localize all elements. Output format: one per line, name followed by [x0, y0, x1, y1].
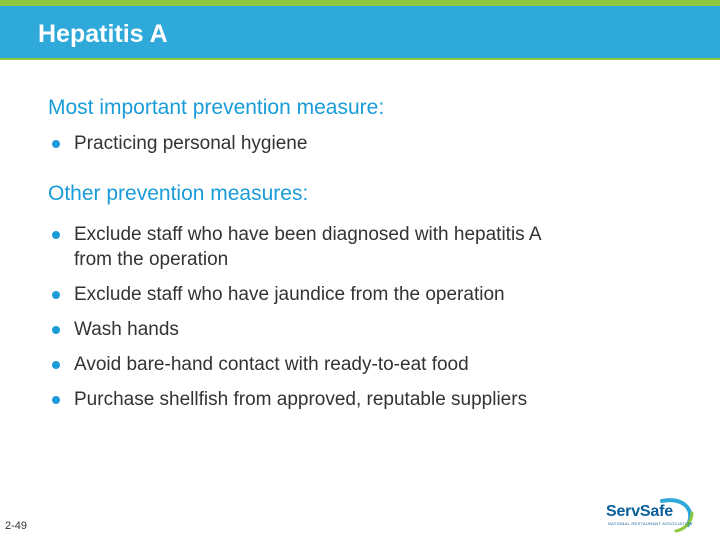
logo-wordmark: ServSafe [606, 503, 673, 520]
bullet-icon [52, 291, 60, 299]
servsafe-logo [602, 495, 698, 533]
bullet-icon [52, 326, 60, 334]
list-item-text: Practicing personal hygiene [74, 133, 308, 154]
section-heading-other: Other prevention measures: [48, 182, 309, 205]
list-item [52, 352, 552, 377]
list-item [52, 222, 552, 272]
bullet-icon [52, 361, 60, 369]
other-measures-list [52, 222, 552, 422]
section-heading-primary: Most important prevention measure: [48, 96, 385, 119]
list-item [52, 317, 552, 342]
primary-measure-list [52, 131, 552, 156]
list-item-text: Exclude staff who have jaundice from the operation [74, 284, 505, 305]
slide-title: Hepatitis A [38, 20, 168, 48]
list-item [52, 131, 552, 156]
list-item-text: Avoid bare-hand contact with ready-to-eat food [74, 354, 469, 375]
title-bar [0, 6, 720, 60]
logo-tagline: NATIONAL RESTAURANT ASSOCIATION [608, 521, 693, 526]
bullet-icon [52, 231, 60, 239]
bullet-icon [52, 396, 60, 404]
bullet-icon [52, 140, 60, 148]
list-item [52, 282, 552, 307]
list-item-text: Exclude staff who have been diagnosed with hepatitis A from the operation [74, 224, 541, 270]
list-item-text: Wash hands [74, 319, 179, 340]
list-item-text: Purchase shellfish from approved, reputable suppliers [74, 389, 528, 410]
list-item [52, 387, 552, 412]
slide-number: 2-49 [5, 520, 28, 532]
